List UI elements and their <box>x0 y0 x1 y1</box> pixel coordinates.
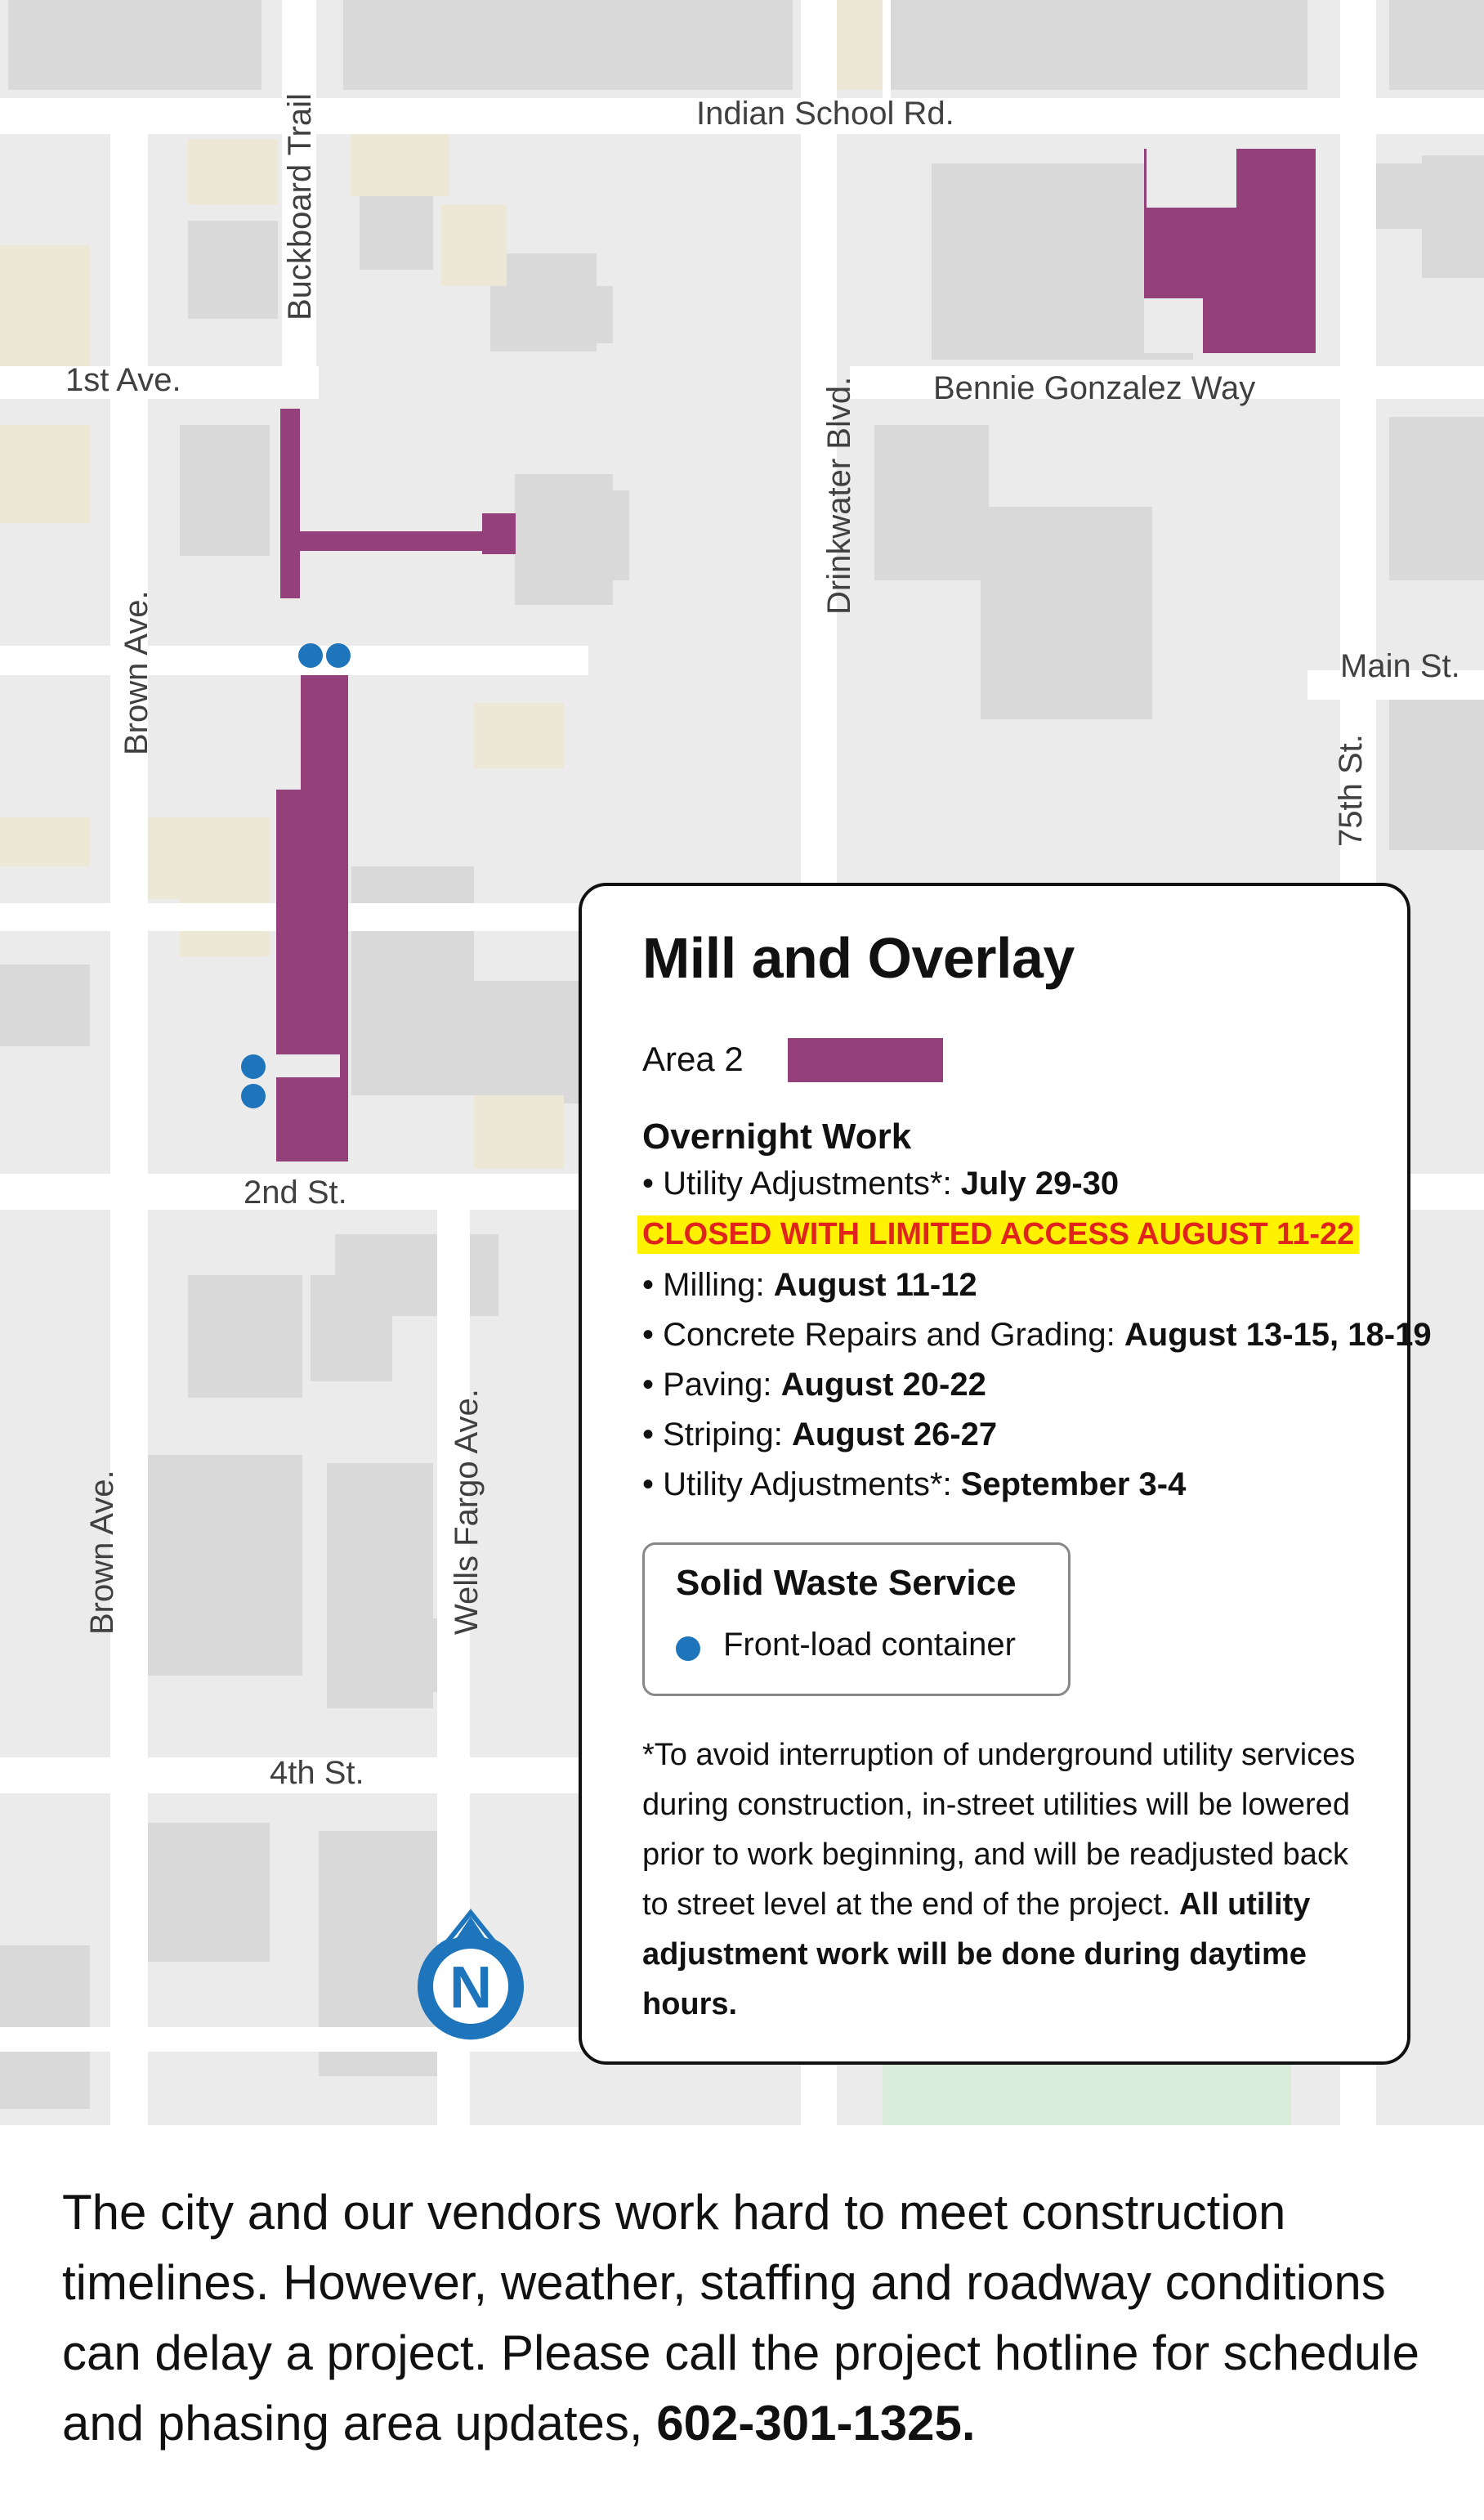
schedule-label: • Paving: <box>642 1367 781 1403</box>
footnote-text: *To avoid interruption of underground utility services during construction, in-street utilities will be lowered prior to work beginning, and will be readjusted back to street level at the end of the project. <box>642 1738 1356 1922</box>
schedule-label: • Milling: <box>642 1267 774 1303</box>
schedule-label: • Utility Adjustments*: <box>642 1466 961 1502</box>
closure-notice: CLOSED WITH LIMITED ACCESS AUGUST 11-22 <box>637 1215 1359 1254</box>
disclaimer <box>62 2178 1451 2459</box>
street-label-drinkwater: Drinkwater Blvd. <box>821 376 857 615</box>
street-label-2nd: 2nd St. <box>244 1175 347 1211</box>
utility-footnote <box>642 1730 1378 2030</box>
schedule-item <box>642 1267 977 1304</box>
schedule-date: August 20-22 <box>780 1367 986 1403</box>
schedule-date: August 13-15, 18-19 <box>1124 1317 1432 1353</box>
schedule-item <box>642 1166 1119 1202</box>
schedule-label: • Utility Adjustments*: <box>642 1166 961 1202</box>
legend-title: Mill and Overlay <box>642 926 1075 990</box>
area-label: Area 2 <box>642 1040 744 1078</box>
street-label-4th: 4th St. <box>270 1755 364 1791</box>
hotline-number: 602-301-1325. <box>656 2396 976 2451</box>
disclaimer-text: The city and our vendors work hard to meet construction timelines. However, weather, staffing and roadway conditions can delay a project. Please call the project hotline for schedule and phasing area updates, <box>62 2185 1419 2451</box>
schedule-date: September 3-4 <box>960 1466 1187 1502</box>
schedule-label: • Striping: <box>642 1417 792 1452</box>
street-label-wells-fargo: Wells Fargo Ave. <box>449 1389 485 1635</box>
schedule-item <box>642 1466 1186 1503</box>
schedule-item <box>642 1317 1432 1354</box>
legend-panel <box>579 883 1432 2065</box>
street-label-1st-ave: 1st Ave. <box>65 362 181 398</box>
street-label-indian-school: Indian School Rd. <box>696 96 954 132</box>
street-label-main: Main St. <box>1340 648 1460 684</box>
area-swatch <box>788 1038 943 1082</box>
street-label-75th: 75th St. <box>1333 734 1369 847</box>
container-dot-icon <box>676 1636 700 1661</box>
waste-title: Solid Waste Service <box>676 1563 1017 1603</box>
solid-waste-legend <box>642 1542 1071 1696</box>
street-label-bennie-gonzalez: Bennie Gonzalez Way <box>933 370 1256 406</box>
footnote-bold: All utility adjustment work will be done during daytime hours. <box>642 1887 1311 2021</box>
street-label-buckboard: Buckboard Trail <box>282 93 318 320</box>
street-label-brown-north: Brown Ave. <box>118 590 154 755</box>
schedule-date: August 26-27 <box>791 1417 998 1452</box>
work-heading: Overnight Work <box>642 1117 912 1157</box>
waste-item-label: Front-load container <box>723 1627 1016 1663</box>
schedule-item <box>642 1417 997 1453</box>
schedule-date: August 11-12 <box>773 1267 977 1303</box>
street-label-brown-south: Brown Ave. <box>84 1470 120 1635</box>
schedule-label: • Concrete Repairs and Grading: <box>642 1317 1124 1353</box>
schedule-date: July 29-30 <box>960 1166 1120 1202</box>
schedule-item <box>642 1367 986 1403</box>
compass-letter: N <box>449 1955 492 2021</box>
